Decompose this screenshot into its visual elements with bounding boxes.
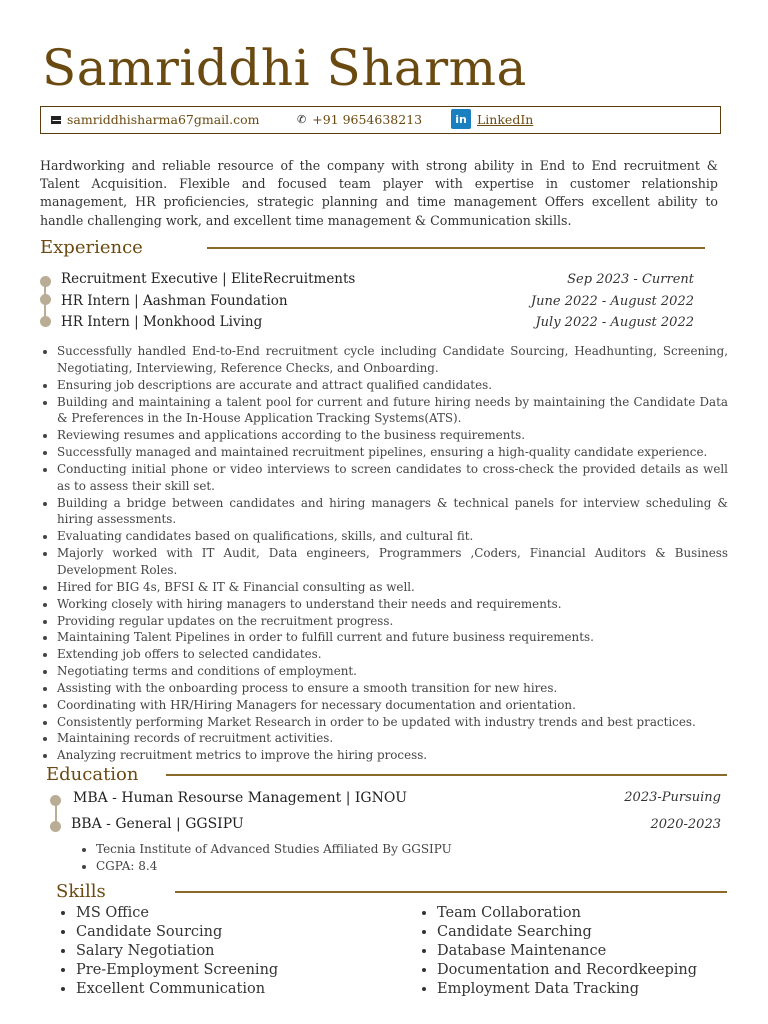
profile-summary: Hardworking and reliable resource of the company with strong ability in End to End recruitment & Talent Acquisition. Flexible and focused team player with expertise in customer relationship management, HR proficiencies, strategic planning and time management Offers excellent ability to handle challenging work, and excellent time management & Communication skills.	[40, 158, 718, 228]
skill-item: • Pre-Employment Screening	[76, 961, 396, 980]
education-divider	[166, 774, 727, 776]
skills-divider	[175, 891, 727, 893]
skill-item: • Salary Negotiation	[76, 942, 396, 961]
job-dates: July 2022 - August 2022	[535, 315, 694, 330]
degree-dates: 2023-Pursuing	[624, 790, 721, 805]
timeline-dot	[50, 795, 61, 806]
email-text[interactable]: samriddhisharma67gmail.com	[67, 112, 260, 127]
list-item: • Successfully handled End-to-End recruitment cycle including Candidate Sourcing, Headhunting, Screening, Negotiating, Interviewing, Reference Checks, and Onboarding.	[57, 343, 728, 377]
list-item: • Conducting initial phone or video interviews to screen candidates to cross-check the provided details as well as to assess their skill set.	[57, 461, 728, 495]
candidate-name: Samriddhi Sharma	[42, 39, 527, 97]
phone-text: +91 9654638213	[312, 112, 423, 127]
list-item: • Consistently performing Market Research in order to be updated with industry trends and best practices.	[57, 714, 728, 731]
list-item: • Successfully managed and maintained recruitment pipelines, ensuring a high-quality candidate experience.	[57, 444, 728, 461]
skill-item: • Excellent Communication	[76, 980, 396, 999]
list-item: • Majorly worked with IT Audit, Data engineers, Programmers ,Coders, Financial Auditors & Business Development Roles.	[57, 545, 728, 579]
list-item: • Hired for BIG 4s, BFSI & IT & Financial consulting as well.	[57, 579, 728, 596]
timeline-dot	[40, 276, 51, 287]
timeline-dot	[50, 821, 61, 832]
skills-right-column	[417, 904, 737, 999]
degree-title: BBA - General | GGSIPU	[71, 816, 244, 832]
envelope-icon	[51, 116, 61, 124]
phone-contact	[297, 112, 422, 127]
education-heading: Education	[46, 764, 139, 785]
job-dates: Sep 2023 - Current	[567, 272, 694, 287]
timeline-dot	[40, 294, 51, 305]
list-item: • CGPA: 8.4	[96, 858, 679, 875]
list-item: • Providing regular updates on the recruitment progress.	[57, 613, 728, 630]
list-item: • Building and maintaining a talent pool for current and future hiring needs by maintaining the Candidate Data & Preferences in the In-House Application Tracking Systems(ATS).	[57, 394, 728, 428]
experience-divider	[207, 247, 705, 249]
skill-item: • Employment Data Tracking	[437, 980, 737, 999]
linkedin-link[interactable]: LinkedIn	[477, 111, 534, 127]
list-item: • Assisting with the onboarding process to ensure a smooth transition for new hires.	[57, 680, 728, 697]
job-title: Recruitment Executive | EliteRecruitments	[61, 271, 356, 287]
experience-heading: Experience	[40, 237, 143, 258]
list-item: • Negotiating terms and conditions of employment.	[57, 663, 728, 680]
linkedin-contact[interactable]	[451, 109, 533, 129]
degree-title: MBA - Human Resourse Management | IGNOU	[73, 790, 408, 806]
job-title: HR Intern | Aashman Foundation	[61, 293, 288, 309]
list-item: • Maintaining Talent Pipelines in order to fulfill current and future business requirements.	[57, 629, 728, 646]
list-item: • Ensuring job descriptions are accurate and attract qualified candidates.	[57, 377, 728, 394]
list-item: • Tecnia Institute of Advanced Studies Affiliated By GGSIPU	[96, 841, 679, 858]
list-item: • Extending job offers to selected candidates.	[57, 646, 728, 663]
timeline-dot	[40, 316, 51, 327]
skill-item: • Candidate Searching	[437, 923, 737, 942]
email-contact[interactable]	[51, 112, 260, 127]
linkedin-icon[interactable]: in	[451, 109, 471, 129]
list-item: • Evaluating candidates based on qualifications, skills, and cultural fit.	[57, 528, 728, 545]
contact-bar	[40, 106, 721, 134]
skill-item: • Database Maintenance	[437, 942, 737, 961]
job-title: HR Intern | Monkhood Living	[61, 314, 263, 330]
education-details	[79, 841, 679, 875]
skills-left-column	[56, 904, 396, 999]
list-item: • Coordinating with HR/Hiring Managers for necessary documentation and orientation.	[57, 697, 728, 714]
list-item: • Reviewing resumes and applications according to the business requirements.	[57, 427, 728, 444]
skill-item: • Team Collaboration	[437, 904, 737, 923]
skills-heading: Skills	[56, 881, 106, 902]
degree-dates: 2020-2023	[650, 817, 721, 832]
phone-icon: ✆	[297, 113, 307, 126]
skill-item: • Documentation and Recordkeeping	[437, 961, 737, 980]
job-dates: June 2022 - August 2022	[530, 294, 694, 309]
skill-item: • Candidate Sourcing	[76, 923, 396, 942]
experience-responsibilities	[40, 343, 728, 764]
list-item: • Maintaining records of recruitment activities.	[57, 730, 728, 747]
list-item: • Working closely with hiring managers to understand their needs and requirements.	[57, 596, 728, 613]
skill-item: • MS Office	[76, 904, 396, 923]
list-item: • Building a bridge between candidates and hiring managers & technical panels for interview scheduling & hiring assessments.	[57, 495, 728, 529]
list-item: • Analyzing recruitment metrics to improve the hiring process.	[57, 747, 728, 764]
